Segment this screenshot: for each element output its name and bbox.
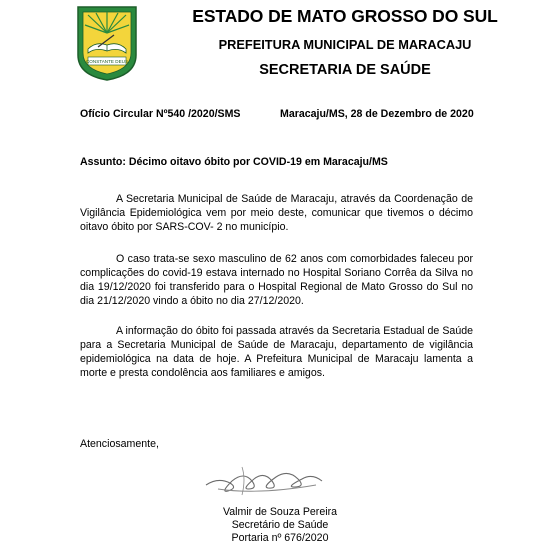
- handwritten-signature: [198, 455, 328, 505]
- place-date: Maracaju/MS, 28 de Dezembro de 2020: [280, 108, 474, 120]
- signatory-title: Secretário de Saúde: [231, 519, 329, 531]
- office-number: Ofício Circular Nº540 /2020/SMS: [80, 108, 241, 120]
- municipal-crest-logo: [76, 5, 138, 81]
- department-heading: SECRETARIA DE SAÚDE: [259, 62, 431, 78]
- body-paragraph-2: O caso trata-se sexo masculino de 62 anos com comorbidades faleceu por complicações do covid-19 estava internado no Hospital Soriano Corrêa da Silva no dia 19/12/2020 foi transferido para o Hospital Regional de Mato Grosso do Sul no dia 21/12/2020 vindo a óbito no dia 27/12/2020.: [80, 253, 473, 308]
- body-paragraph-3: A informação do óbito foi passada através da Secretaria Estadual de Saúde para a Secretaria Municipal de Saúde de Maracaju, departamento de vigilância epidemiológica na data de hoje. A Prefeitura Municipal de Maracaju lamenta a morte e presta condolência aos familiares e amigos.: [80, 325, 473, 380]
- body-paragraph-1: A Secretaria Municipal de Saúde de Maracaju, através da Coordenação de Vigilância Epidemiológica vem por meio deste, comunicar que tivemos o décimo oitavo óbito por SARS-COV- 2 no município.: [80, 193, 473, 234]
- closing-salutation: Atenciosamente,: [80, 438, 159, 450]
- crest-motto: CONSTANTE DEUS: [85, 59, 129, 64]
- state-heading: ESTADO DE MATO GROSSO DO SUL: [192, 6, 498, 26]
- subject-line: Assunto: Décimo oitavo óbito por COVID-19 em Maracaju/MS: [80, 156, 388, 168]
- city-hall-heading: PREFEITURA MUNICIPAL DE MARACAJU: [218, 37, 472, 52]
- signatory-name: Valmir de Souza Pereira: [222, 506, 338, 518]
- signatory-ordinance: Portaria nº 676/2020: [231, 532, 329, 544]
